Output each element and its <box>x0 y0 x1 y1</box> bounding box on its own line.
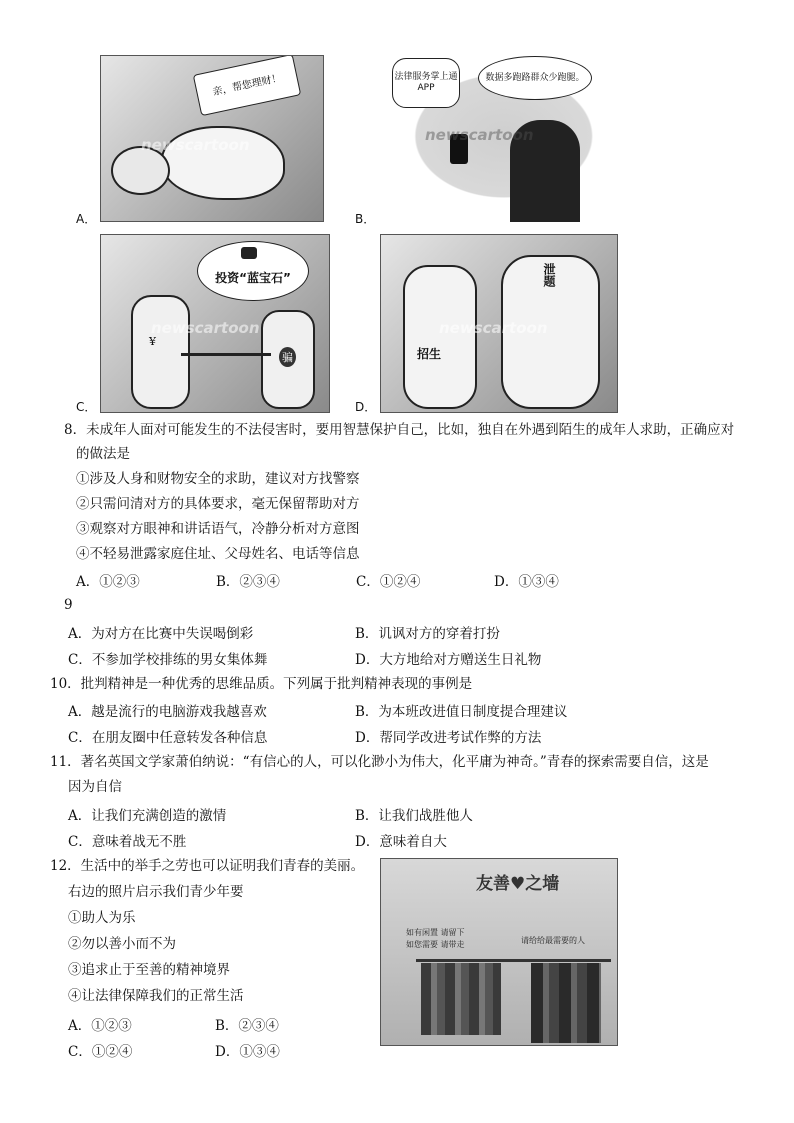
q12-item-1: ①助人为乐 <box>68 910 136 926</box>
q8-item-2: ②只需问清对方的具体要求，毫无保留帮助对方 <box>76 496 360 512</box>
heart-icon: ♥ <box>510 874 526 894</box>
cartoon-c-gem <box>241 247 257 259</box>
cartoon-b-bubble-right: 数据多跑路群众少跑腿。 <box>478 56 592 100</box>
q10-option-b: B．为本班改进值日制度提合理建议 <box>355 704 568 720</box>
cartoon-c-yen: ¥ <box>149 335 156 348</box>
cartoon-d-watermark: newscartoon <box>439 319 548 337</box>
cartoon-b-watermark: newscartoon <box>425 126 534 144</box>
q8-item-1: ①涉及人身和财物安全的求助，建议对方找警察 <box>76 471 360 487</box>
q12-item-3: ③追求止于至善的精神境界 <box>68 962 230 978</box>
cartoon-d-label: D． <box>355 400 377 414</box>
q8-item-3: ③观察对方眼神和讲话语气，冷静分析对方意图 <box>76 521 360 537</box>
cartoon-c-label: C． <box>76 400 97 414</box>
cartoon-c <box>100 234 330 413</box>
q8-option-c: C．①②④ <box>356 574 421 590</box>
q11-option-a: A．让我们充满创造的激情 <box>68 808 227 824</box>
q8-stem-2: 的做法是 <box>76 446 130 462</box>
wall-note-right: 请给给最需要的人 <box>521 936 585 945</box>
friendship-wall-photo <box>380 858 618 1046</box>
q9-option-a: A．为对方在比赛中失误喝倒彩 <box>68 626 254 642</box>
q11-option-c: C．意味着战无不胜 <box>68 834 187 850</box>
q11-option-d: D．意味着自大 <box>355 834 447 850</box>
wall-title: 友善♥之墙 <box>476 874 560 894</box>
q12-option-c: C．①②④ <box>68 1044 133 1060</box>
wall-note-left-1: 如有闲置 请留下 <box>406 928 465 937</box>
cartoon-a-watermark: newscartoon <box>141 136 250 154</box>
q8-stem: 8．未成年人面对可能发生的不法侵害时，要用智慧保护自己，比如，独自在外遇到陌生的成年人求助，正确应对 <box>64 422 735 438</box>
cartoon-b <box>380 50 605 222</box>
clothes-rack <box>416 959 611 962</box>
q12-option-b: B．②③④ <box>215 1018 279 1034</box>
q9-option-c: C．不参加学校排练的男女集体舞 <box>68 652 268 668</box>
q11-option-b: B．让我们战胜他人 <box>355 808 473 824</box>
q9-option-d: D．大方地给对方赠送生日礼物 <box>355 652 542 668</box>
q11-stem: 11．著名英国文学家萧伯纳说：“有信心的人，可以化渺小为伟大，化平庸为神奇。”青春的探索需要自信，这是 <box>50 754 709 770</box>
hanging-clothes-right <box>531 963 601 1043</box>
cartoon-a <box>100 55 324 222</box>
q12-option-d: D．①③④ <box>215 1044 280 1060</box>
cartoon-c-watermark: newscartoon <box>151 319 260 337</box>
cartoon-d <box>380 234 618 413</box>
cartoon-d-enroll-label: 招生 <box>417 347 442 361</box>
q9-number: 9 <box>64 597 73 613</box>
q10-option-c: C．在朋友圈中任意转发各种信息 <box>68 730 268 746</box>
q10-option-d: D．帮同学改进考试作弊的方法 <box>355 730 542 746</box>
q8-option-b: B．②③④ <box>216 574 280 590</box>
cartoon-a-flag: 亲， 帮您理财！ <box>193 55 302 116</box>
q10-stem: 10．批判精神是一种优秀的思维品质。下列属于批判精神表现的事例是 <box>50 676 473 692</box>
q9-option-b: B．讥讽对方的穿着打扮 <box>355 626 500 642</box>
q12-item-4: ④让法律保障我们的正常生活 <box>68 988 244 1004</box>
q12-option-a: A．①②③ <box>68 1018 132 1034</box>
q12-item-2: ②勿以善小而不为 <box>68 936 176 952</box>
cartoon-d-person-left <box>403 265 477 409</box>
q8-option-a: A．①②③ <box>76 574 140 590</box>
cartoon-b-bubble-left: 法律服务掌上通APP <box>392 58 460 108</box>
cartoon-d-leak-label: 泄题 <box>542 263 556 287</box>
q8-item-4: ④不轻易泄露家庭住址、父母姓名、电话等信息 <box>76 546 360 562</box>
q11-stem-2: 因为自信 <box>68 779 122 795</box>
cartoon-a-label: A． <box>76 212 97 226</box>
cartoon-c-rope <box>181 353 271 356</box>
q12-stem: 12．生活中的举手之劳也可以证明我们青春的美丽。 <box>50 858 365 874</box>
q8-option-d: D．①③④ <box>494 574 559 590</box>
cartoon-b-label: B． <box>355 212 376 226</box>
hanging-clothes-left <box>421 963 501 1035</box>
q12-stem-2: 右边的照片启示我们青少年要 <box>68 884 244 900</box>
cartoon-c-scam-label: 骗 <box>279 347 296 367</box>
cartoon-c-bubble: 投资“蓝宝石” <box>197 241 309 301</box>
q10-option-a: A．越是流行的电脑游戏我越喜欢 <box>68 704 267 720</box>
cartoon-c-person-left <box>131 295 190 409</box>
wall-note-left-2: 如您需要 请带走 <box>406 940 465 949</box>
